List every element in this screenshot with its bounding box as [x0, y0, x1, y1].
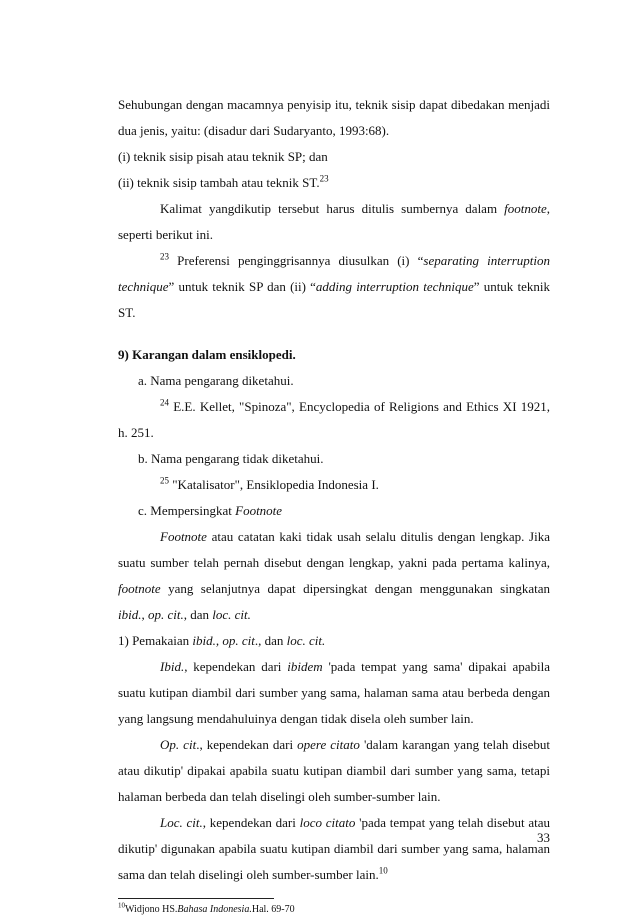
text: (ii) teknik sisip tambah atau teknik ST. — [118, 175, 320, 190]
text: dikutip' digunakan apabila suatu kutipan diambil dari sumber yang sama, halaman — [118, 841, 550, 856]
paragraph-line — [118, 680, 550, 706]
text: b. Nama pengarang tidak diketahui. — [138, 451, 324, 466]
text: c. Mempersingkat — [138, 503, 236, 518]
text: 1) Pemakaian — [118, 633, 193, 648]
italic-text: loc. cit. — [212, 607, 251, 622]
text: "Katalisator", Ensiklopedia Indonesia I. — [169, 477, 379, 492]
text: ST. — [118, 305, 136, 320]
italic-text: opere citato — [297, 737, 360, 752]
text: dua jenis, yaitu: (disadur dari Sudaryanto, 1993:68). — [118, 123, 390, 138]
paragraph-line — [118, 602, 550, 628]
text: suatu sumber telah pernah disebut dengan lengkap, yakni pada pertama kalinya, — [118, 555, 550, 570]
paragraph-line — [118, 118, 550, 144]
italic-text: Loc. cit. — [160, 815, 203, 830]
text: Kalimat yangdikutip tersebut harus ditulis sumbernya dalam — [160, 201, 505, 216]
text: ” untuk teknik — [473, 279, 550, 294]
footnote-marker: 25 — [160, 475, 169, 486]
text: 'pada tempat yang sama' dipakai apabila — [322, 659, 550, 674]
paragraph-line — [118, 92, 550, 118]
italic-text: adding interruption technique — [315, 279, 474, 294]
footnote-marker: 23 — [319, 173, 329, 184]
text: , dan — [183, 607, 213, 622]
text: Sehubungan dengan macamnya penyisip itu, teknik sisip dapat dibedakan menjadi — [118, 97, 550, 112]
page-number: 33 — [537, 830, 550, 845]
italic-text: footnote — [118, 581, 161, 596]
text: 'pada tempat yang telah disebut atau — [355, 815, 550, 830]
paragraph-line — [118, 654, 550, 680]
text: (i) teknik sisip pisah atau teknik SP; dan — [118, 149, 328, 164]
paragraph-line — [118, 550, 550, 576]
footnote-pages: Hal. 69-70 — [251, 904, 295, 915]
example-24-line — [118, 394, 550, 420]
text: yang langsung mendahuluinya dengan tidak disela oleh sumber lain. — [118, 711, 474, 726]
italic-text: loco citato — [299, 815, 356, 830]
footnote-author: Widjono HS. — [125, 904, 178, 915]
text: halaman berbeda dan telah diselingi oleh sumber-sumber lain. — [118, 789, 441, 804]
text: a. Nama pengarang diketahui. — [138, 373, 294, 388]
paragraph-line — [118, 810, 550, 836]
footnote-divider — [118, 898, 274, 899]
example-24-line — [118, 420, 550, 446]
italic-text: footnote — [504, 201, 547, 216]
list-item-ii — [118, 170, 550, 196]
text: E.E. Kellet, "Spinoza", Encyclopedia of Religions and Ethics XI 1921, — [169, 399, 550, 414]
text: ., dan — [254, 633, 287, 648]
italic-text: technique — [118, 279, 169, 294]
paragraph-line — [118, 576, 550, 602]
text: ” untuk teknik SP dan (ii) “ — [168, 279, 316, 294]
paragraph-line — [118, 784, 550, 810]
example-23-line — [118, 274, 550, 300]
paragraph-line — [118, 222, 550, 248]
text: , — [546, 201, 550, 216]
text: seperti berikut ini. — [118, 227, 213, 242]
italic-text: separating interruption — [423, 253, 550, 268]
sub-item-c — [118, 498, 550, 524]
section-heading — [118, 342, 550, 368]
text: , kependekan dari — [202, 815, 300, 830]
italic-text: ibid., op. cit — [192, 633, 255, 648]
text: , kependekan dari — [184, 659, 288, 674]
italic-text: Footnote — [235, 503, 283, 518]
text: atau catatan kaki tidak usah selalu ditulis dengan lengkap. Jika — [206, 529, 550, 544]
text: 9) Karangan dalam ensiklopedi. — [118, 347, 296, 362]
paragraph-line — [118, 196, 550, 222]
footnote-marker: 10 — [378, 865, 388, 876]
italic-text: ibidem — [287, 659, 323, 674]
italic-text: Footnote — [160, 529, 207, 544]
text: h. 251. — [118, 425, 154, 440]
text: atau dikutip' dipakai apabila suatu kutipan diambil dari sumber yang sama, tetapi — [118, 763, 550, 778]
footnote-title: Bahasa Indonesia. — [177, 904, 252, 915]
paragraph-line — [118, 524, 550, 550]
footnote — [118, 903, 550, 917]
text: ., kependekan dari — [196, 737, 298, 752]
example-23-line — [118, 248, 550, 274]
italic-text: ibid., op. cit. — [118, 607, 184, 622]
footnote-number: 10 — [118, 901, 125, 910]
paragraph-line — [118, 706, 550, 732]
text: Preferensi penginggrisannya diusulkan (i) “ — [169, 253, 424, 268]
italic-text: loc. cit. — [286, 633, 326, 648]
footnote-marker: 24 — [160, 397, 169, 408]
paragraph-line — [118, 758, 550, 784]
example-25-line — [118, 472, 550, 498]
italic-text: Ibid. — [160, 659, 185, 674]
text: sama dan telah diselingi oleh sumber-sumber lain. — [118, 867, 379, 882]
paragraph-line — [118, 836, 550, 862]
example-23-line — [118, 300, 550, 326]
list-item-i — [118, 144, 550, 170]
sub-item-a — [118, 368, 550, 394]
subsection-heading — [118, 628, 550, 654]
paragraph-line — [118, 732, 550, 758]
footnote-marker: 23 — [160, 251, 169, 262]
text: yang selanjutnya dapat dipersingkat dengan menggunakan singkatan — [160, 581, 550, 596]
text: suatu kutipan diambil dari sumber yang sama, halaman sama atau berbeda dengan — [118, 685, 550, 700]
text: 'dalam karangan yang telah disebut — [359, 737, 550, 752]
sub-item-b — [118, 446, 550, 472]
italic-text: Op. cit — [160, 737, 197, 752]
paragraph-line — [118, 862, 550, 888]
